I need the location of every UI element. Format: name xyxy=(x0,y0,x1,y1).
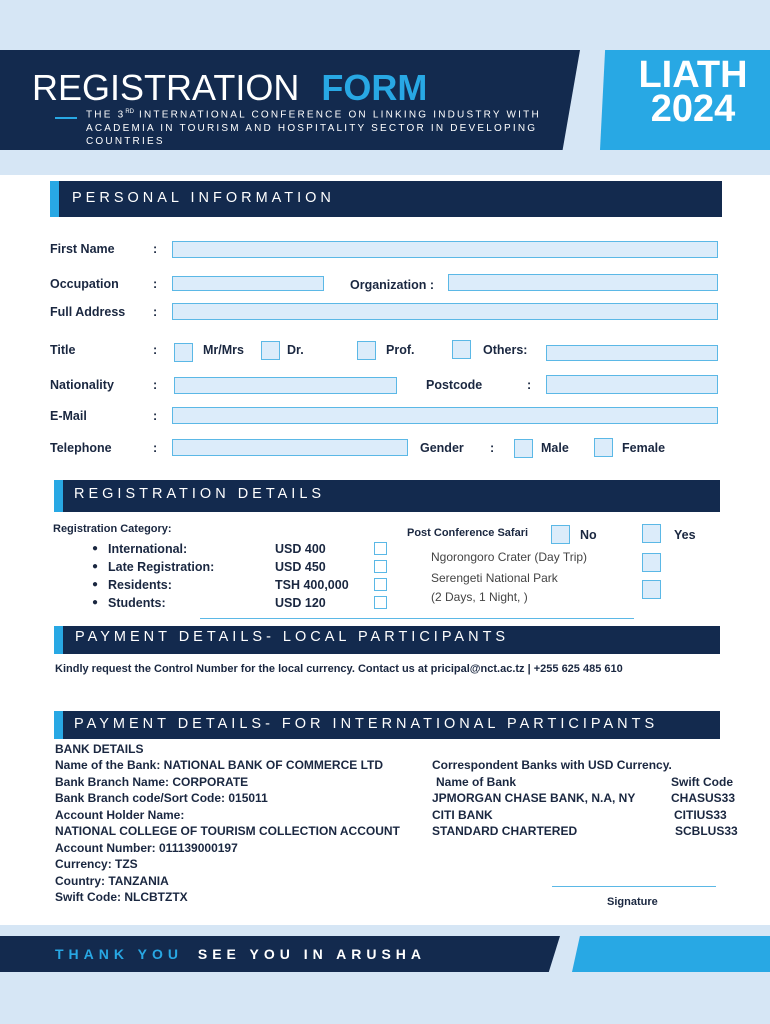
badge-year: 2024 xyxy=(650,88,736,130)
safari-serengeti-line1: Serengeti National Park xyxy=(431,571,558,585)
currency: Currency: TZS xyxy=(55,857,138,871)
registration-details-title: REGISTRATION DETAILS xyxy=(74,486,326,502)
bank-branch-code: Bank Branch code/Sort Code: 015011 xyxy=(55,791,268,805)
colon: : xyxy=(153,343,158,357)
category-bullet: ● xyxy=(92,597,99,608)
page-title xyxy=(32,68,427,108)
fee-students: USD 120 xyxy=(275,596,326,610)
category-residents: Residents: xyxy=(108,578,172,592)
correspondent-bank-3: STANDARD CHARTERED xyxy=(432,824,578,838)
safari-serengeti-line2: (2 Days, 1 Night, ) xyxy=(431,590,528,604)
subtitle-prefix: THE 3 xyxy=(86,109,126,121)
category-international-checkbox[interactable] xyxy=(374,542,387,555)
title-mr-mrs-label: Mr/Mrs xyxy=(203,343,244,357)
colon: : xyxy=(527,378,532,392)
occupation-field[interactable] xyxy=(172,276,324,291)
title-label: Title xyxy=(50,343,76,357)
colon: : xyxy=(153,441,158,455)
safari-ngorongoro: Ngorongoro Crater (Day Trip) xyxy=(431,550,588,564)
account-holder-name: NATIONAL COLLEGE OF TOURISM COLLECTION ACCOUNT xyxy=(55,824,400,838)
title-others-field[interactable] xyxy=(546,345,718,361)
bank-details-heading: BANK DETAILS xyxy=(55,742,144,756)
conference-subtitle xyxy=(86,106,541,149)
title-dr-checkbox[interactable] xyxy=(261,341,280,360)
safari-no-checkbox[interactable] xyxy=(551,525,570,544)
colon: : xyxy=(153,378,158,392)
signature-label: Signature xyxy=(607,896,658,908)
organization-field[interactable] xyxy=(448,274,718,291)
category-students-checkbox[interactable] xyxy=(374,596,387,609)
gender-female-checkbox[interactable] xyxy=(594,438,613,457)
correspondent-swift-1: CHASUS33 xyxy=(671,791,736,805)
footer-thank-you: THANK YOU xyxy=(55,946,183,962)
account-holder-label: Account Holder Name: xyxy=(55,808,185,822)
organization-label: Organization : xyxy=(350,278,435,292)
first-name-label: First Name xyxy=(50,242,115,256)
correspondent-banks-title: Correspondent Banks with USD Currency. xyxy=(432,758,672,772)
registration-divider xyxy=(200,618,634,619)
safari-ngorongoro-checkbox[interactable] xyxy=(642,553,661,572)
payment-intl-title: PAYMENT DETAILS- FOR INTERNATIONAL PARTICIPANTS xyxy=(74,716,659,732)
badge-text xyxy=(628,54,758,130)
colon: : xyxy=(153,277,158,291)
bank-branch-name: Bank Branch Name: CORPORATE xyxy=(55,775,249,789)
correspondent-bank-2: CITI BANK xyxy=(432,808,493,822)
safari-serengeti-checkbox[interactable] xyxy=(642,580,661,599)
payment-local-title: PAYMENT DETAILS- LOCAL PARTICIPANTS xyxy=(75,629,510,645)
category-bullet: ● xyxy=(92,561,99,572)
correspondent-swift-3: SCBLUS33 xyxy=(675,824,738,838)
subtitle-sup: RD xyxy=(125,109,135,115)
category-students: Students: xyxy=(108,596,166,610)
safari-yes-checkbox[interactable] xyxy=(642,524,661,543)
gender-male-checkbox[interactable] xyxy=(514,439,533,458)
category-residents-checkbox[interactable] xyxy=(374,578,387,591)
category-late-checkbox[interactable] xyxy=(374,560,387,573)
title-mr-mrs-checkbox[interactable] xyxy=(174,343,193,362)
correspondent-swift-2: CITIUS33 xyxy=(674,808,727,822)
postcode-field[interactable] xyxy=(546,375,718,394)
safari-no-label: No xyxy=(580,528,597,542)
fee-late-registration: USD 450 xyxy=(275,560,326,574)
registration-category-label: Registration Category: xyxy=(53,523,172,535)
full-address-label: Full Address xyxy=(50,305,126,319)
telephone-label: Telephone xyxy=(50,441,112,455)
signature-line[interactable] xyxy=(552,886,716,887)
full-address-field[interactable] xyxy=(172,303,718,320)
fee-residents: TSH 400,000 xyxy=(275,578,349,592)
nationality-label: Nationality xyxy=(50,378,114,392)
account-number: Account Number: 011139000197 xyxy=(55,841,238,855)
category-international: International: xyxy=(108,542,188,556)
footer-text xyxy=(55,946,426,962)
colon: : xyxy=(153,409,158,423)
colon: : xyxy=(490,441,495,455)
first-name-field[interactable] xyxy=(172,241,718,258)
gender-male-label: Male xyxy=(541,441,569,455)
payment-local-note: Kindly request the Control Number for the local currency. Contact us at pricipal@nct.ac.tz | +255 625 485 610 xyxy=(55,663,623,675)
title-word-registration: REGISTRATION xyxy=(32,67,300,108)
telephone-field[interactable] xyxy=(172,439,408,456)
footer-accent xyxy=(572,936,770,972)
nationality-field[interactable] xyxy=(174,377,397,394)
title-word-form: FORM xyxy=(321,67,428,108)
title-others-label: Others: xyxy=(483,343,528,357)
gender-female-label: Female xyxy=(622,441,666,455)
email-field[interactable] xyxy=(172,407,718,424)
bank-name: Name of the Bank: NATIONAL BANK OF COMMERCE LTD xyxy=(55,758,384,772)
postcode-label: Postcode xyxy=(426,378,483,392)
occupation-label: Occupation xyxy=(50,277,119,291)
category-bullet: ● xyxy=(92,579,99,590)
safari-label: Post Conference Safari xyxy=(407,527,529,539)
colon: : xyxy=(153,242,158,256)
personal-info-title: PERSONAL INFORMATION xyxy=(72,190,335,206)
title-dr-label: Dr. xyxy=(287,343,304,357)
footer-see-you: SEE YOU IN ARUSHA xyxy=(197,946,426,962)
safari-yes-label: Yes xyxy=(674,528,696,542)
colon: : xyxy=(153,305,158,319)
correspondent-bank-1: JPMORGAN CHASE BANK, N.A, NY xyxy=(432,791,636,805)
title-others-checkbox[interactable] xyxy=(452,340,471,359)
fee-international: USD 400 xyxy=(275,542,326,556)
title-prof-label: Prof. xyxy=(386,343,415,357)
swift-code: Swift Code: NLCBTZTX xyxy=(55,890,188,904)
col-name-of-bank: Name of Bank xyxy=(436,775,517,789)
subtitle-line1: INTERNATIONAL CONFERENCE ON LINKING INDUSTRY WITH xyxy=(134,109,541,121)
subtitle-line3: COUNTRIES xyxy=(86,136,165,148)
title-prof-checkbox[interactable] xyxy=(357,341,376,360)
category-bullet: ● xyxy=(92,543,99,554)
col-swift-code: Swift Code xyxy=(671,775,733,789)
gender-label: Gender xyxy=(420,441,464,455)
badge-liath: LIATH xyxy=(638,54,748,96)
category-late-registration: Late Registration: xyxy=(108,560,215,574)
country: Country: TANZANIA xyxy=(55,874,169,888)
email-label: E-Mail xyxy=(50,409,87,423)
title-underline xyxy=(55,117,77,119)
subtitle-line2: ACADEMIA IN TOURISM AND HOSPITALITY SECTOR IN DEVELOPING xyxy=(86,122,538,134)
